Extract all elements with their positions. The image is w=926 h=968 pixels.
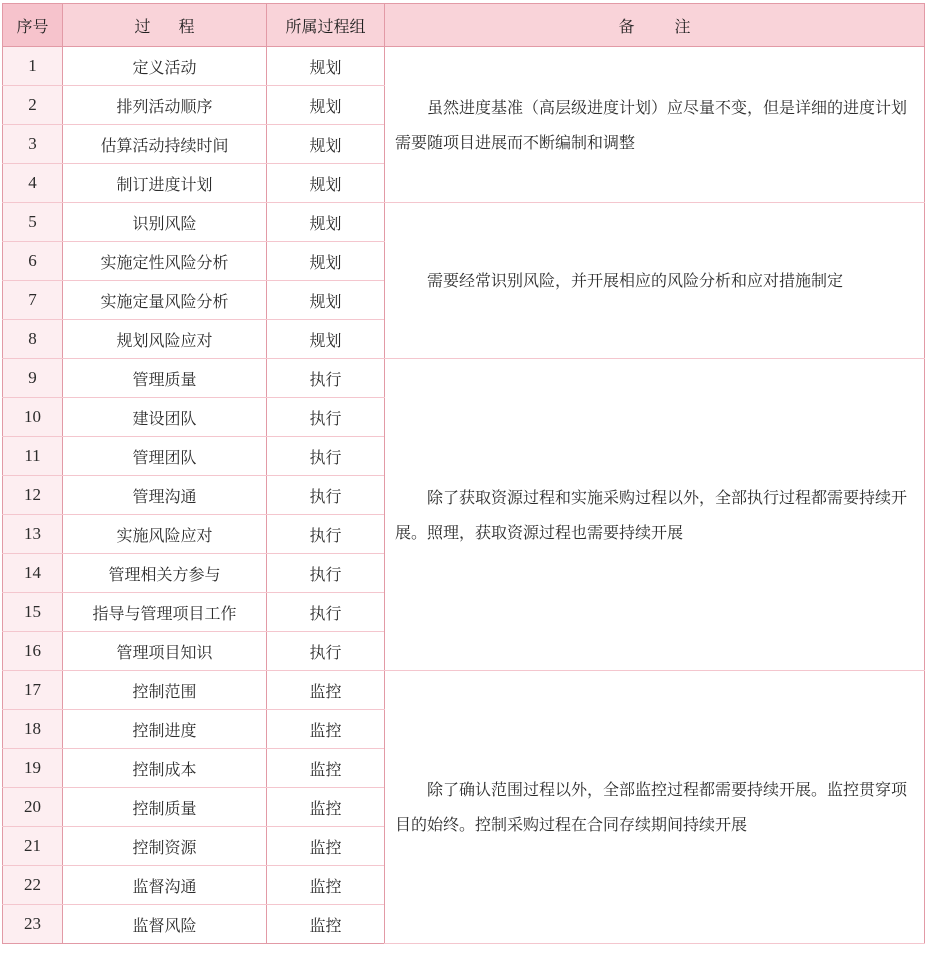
row-num: 13	[3, 515, 63, 554]
row-group: 执行	[267, 593, 385, 632]
table-row	[3, 359, 925, 398]
row-group: 监控	[267, 827, 385, 866]
row-num: 23	[3, 905, 63, 944]
row-num: 9	[3, 359, 63, 398]
header-note: 备注	[385, 4, 925, 47]
row-group: 规划	[267, 203, 385, 242]
row-group: 监控	[267, 749, 385, 788]
table-row	[3, 671, 925, 710]
row-process: 控制范围	[63, 671, 267, 710]
row-num: 10	[3, 398, 63, 437]
row-group: 执行	[267, 398, 385, 437]
row-num: 12	[3, 476, 63, 515]
row-num: 1	[3, 47, 63, 86]
note-text: 除了获取资源过程和实施采购过程以外，全部执行过程都需要持续开展。照理，获取资源过程也需要持续开展	[395, 487, 908, 542]
process-table	[2, 3, 925, 944]
row-group: 执行	[267, 437, 385, 476]
note-cell-risk	[385, 203, 925, 359]
note-cell-execute	[385, 359, 925, 671]
row-process: 制订进度计划	[63, 164, 267, 203]
row-group: 执行	[267, 476, 385, 515]
note-text: 除了确认范围过程以外，全部监控过程都需要持续开展。监控贯穿项目的始终。控制采购过程在合同存续期间持续开展	[395, 780, 908, 834]
row-process: 指导与管理项目工作	[63, 593, 267, 632]
row-num: 18	[3, 710, 63, 749]
table-row	[3, 47, 925, 86]
row-num: 21	[3, 827, 63, 866]
row-process: 监督风险	[63, 905, 267, 944]
note-text: 需要经常识别风险，并开展相应的风险分析和应对措施制定	[427, 271, 844, 290]
header-group: 所属过程组	[267, 4, 385, 47]
row-group: 执行	[267, 554, 385, 593]
row-group: 规划	[267, 164, 385, 203]
row-group: 规划	[267, 320, 385, 359]
row-process: 实施定量风险分析	[63, 281, 267, 320]
row-group: 规划	[267, 125, 385, 164]
row-num: 7	[3, 281, 63, 320]
row-process: 建设团队	[63, 398, 267, 437]
row-group: 执行	[267, 515, 385, 554]
row-process: 识别风险	[63, 203, 267, 242]
row-process: 控制资源	[63, 827, 267, 866]
row-num: 22	[3, 866, 63, 905]
header-num: 序号	[3, 4, 63, 47]
row-process: 定义活动	[63, 47, 267, 86]
row-process: 控制成本	[63, 749, 267, 788]
row-process: 实施风险应对	[63, 515, 267, 554]
row-process: 监督沟通	[63, 866, 267, 905]
row-process: 排列活动顺序	[63, 86, 267, 125]
row-group: 执行	[267, 359, 385, 398]
row-num: 20	[3, 788, 63, 827]
row-process: 控制进度	[63, 710, 267, 749]
note-cell-schedule	[385, 47, 925, 203]
row-num: 6	[3, 242, 63, 281]
row-group: 规划	[267, 242, 385, 281]
row-num: 15	[3, 593, 63, 632]
row-process: 实施定性风险分析	[63, 242, 267, 281]
row-group: 规划	[267, 47, 385, 86]
row-num: 19	[3, 749, 63, 788]
row-num: 5	[3, 203, 63, 242]
row-num: 3	[3, 125, 63, 164]
row-num: 2	[3, 86, 63, 125]
note-cell-monitor	[385, 671, 925, 944]
row-group: 监控	[267, 866, 385, 905]
row-group: 监控	[267, 671, 385, 710]
row-group: 规划	[267, 86, 385, 125]
row-num: 8	[3, 320, 63, 359]
row-group: 监控	[267, 905, 385, 944]
row-num: 17	[3, 671, 63, 710]
header-process: 过程	[63, 4, 267, 47]
row-group: 规划	[267, 281, 385, 320]
row-num: 14	[3, 554, 63, 593]
row-group: 执行	[267, 632, 385, 671]
row-process: 估算活动持续时间	[63, 125, 267, 164]
row-process: 管理质量	[63, 359, 267, 398]
row-process: 管理相关方参与	[63, 554, 267, 593]
header-row	[3, 4, 925, 47]
row-process: 规划风险应对	[63, 320, 267, 359]
row-group: 监控	[267, 710, 385, 749]
row-process: 控制质量	[63, 788, 267, 827]
row-process: 管理项目知识	[63, 632, 267, 671]
note-text: 虽然进度基准（高层级进度计划）应尽量不变，但是详细的进度计划需要随项目进展而不断编制和调整	[395, 97, 908, 152]
row-process: 管理沟通	[63, 476, 267, 515]
row-num: 16	[3, 632, 63, 671]
row-group: 监控	[267, 788, 385, 827]
process-table-wrapper	[2, 3, 924, 965]
row-process: 管理团队	[63, 437, 267, 476]
row-num: 11	[3, 437, 63, 476]
row-num: 4	[3, 164, 63, 203]
table-row	[3, 203, 925, 242]
